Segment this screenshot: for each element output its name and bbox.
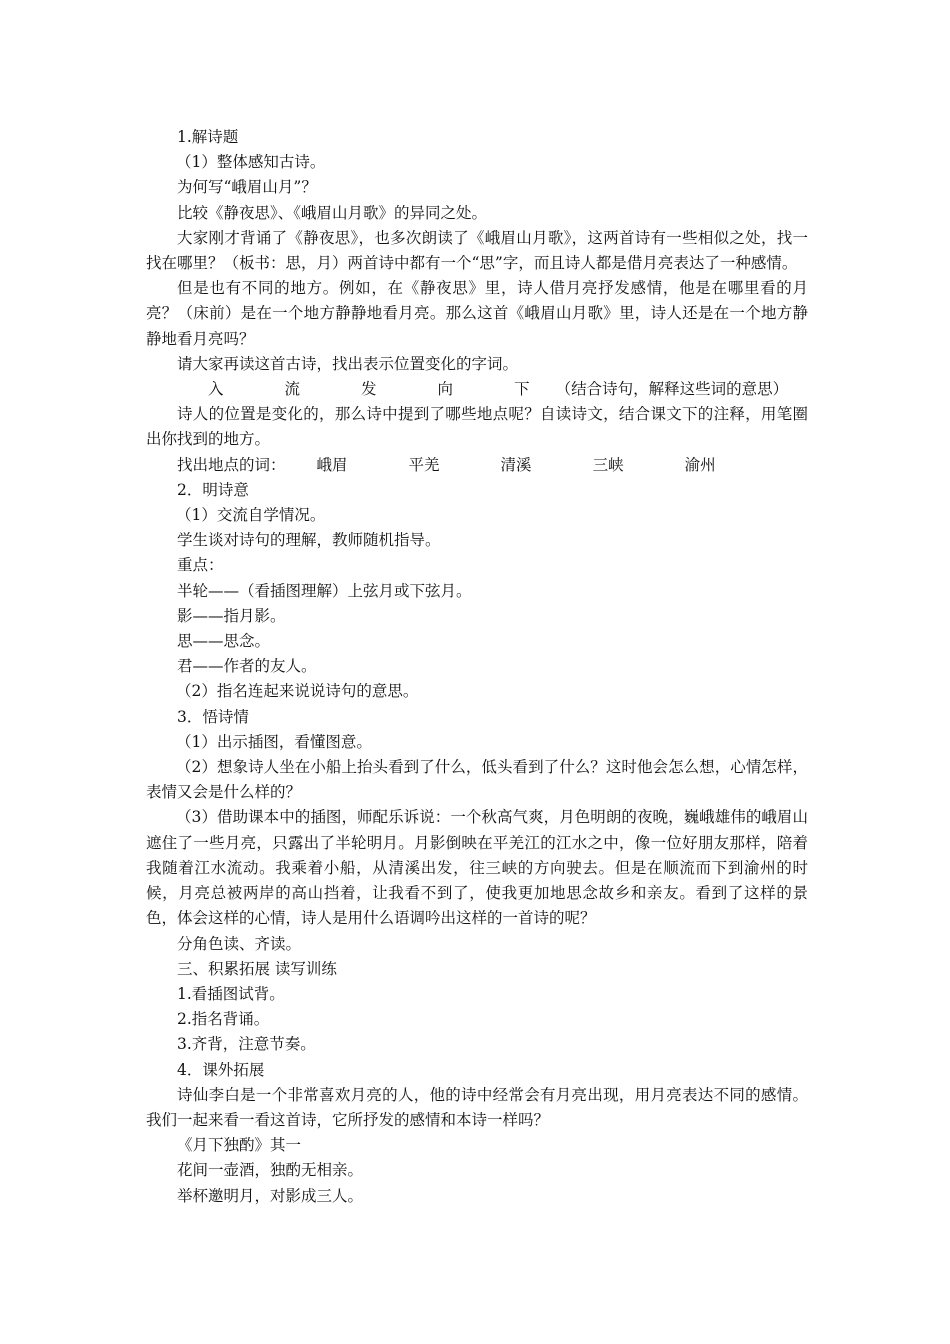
section-heading: 4．课外拓展 bbox=[177, 1060, 265, 1079]
list-item: 2.指名背诵。 bbox=[177, 1010, 270, 1029]
paragraph: 诗仙李白是一个非常喜欢月亮的人，他的诗中经常会有月亮出现，用月亮表达不同的感情。我们一起来看一看这首诗，它所抒发的感情和本诗一样吗？ bbox=[146, 1085, 808, 1129]
position-word: 入 bbox=[208, 380, 224, 399]
paragraph: 半轮——（看插图理解）上弦月或下弦月。 bbox=[177, 581, 472, 600]
poem-line: 举杯邀明月，对影成三人。 bbox=[177, 1186, 364, 1205]
place-word: 三峡 bbox=[592, 455, 624, 474]
sub-heading: （2）指名连起来说说诗句的意思。 bbox=[176, 682, 419, 701]
paragraph: （3）借助课本中的插图，师配乐诉说：一个秋高气爽，月色明朗的夜晚，巍峨雄伟的峨眉山遮住了一些月亮，只露出了半轮明月。月影倒映在平羌江的江水之中，像一位好朋友那样，陪着我随着江水流动。我乘着小船，从清溪出发，往三峡的方向驶去。但是在顺流而下到渝州的时候，月亮总被两岸的高山挡着，让我看不到了，使我更加地思念故乡和亲友。看到了这样的景色，体会这样的心情，诗人是用什么语调吟出这样的一首诗的呢？ bbox=[146, 808, 808, 928]
paragraph: 大家刚才背诵了《静夜思》，也多次朗读了《峨眉山月歌》，这两首诗有一些相似之处，找一找在哪里？（板书：思，月）两首诗中都有一个“思”字，而且诗人都是借月亮表达了一种感情。 bbox=[146, 228, 808, 273]
paragraph: 君——作者的友人。 bbox=[177, 657, 317, 676]
section-heading: 3．悟诗情 bbox=[177, 707, 249, 726]
document-body bbox=[146, 125, 808, 1209]
paragraph: 分角色读、齐读。 bbox=[177, 934, 302, 953]
sub-heading: （1）交流自学情况。 bbox=[176, 506, 326, 525]
paragraph: （2）想象诗人坐在小船上抬头看到了什么，低头看到了什么？这时他会怎么想，心情怎样，表情又会是什么样的？ bbox=[146, 758, 808, 802]
position-word: 向 bbox=[437, 380, 454, 399]
list-item: 1.看插图试背。 bbox=[177, 984, 285, 1003]
paragraph: 请大家再读这首古诗，找出表示位置变化的字词。 bbox=[177, 354, 519, 373]
list-item: 3.齐背，注意节奏。 bbox=[177, 1035, 316, 1054]
sub-heading: （1）整体感知古诗。 bbox=[176, 153, 326, 172]
position-words-note: （结合诗句，解释这些词的意思） bbox=[555, 380, 789, 399]
poem-title: 《月下独酌》其一 bbox=[177, 1136, 302, 1155]
sub-heading: （1）出示插图，看懂图意。 bbox=[176, 732, 372, 751]
position-word: 下 bbox=[514, 380, 530, 399]
paragraph: 学生谈对诗句的理解，教师随机指导。 bbox=[177, 531, 441, 550]
position-word: 发 bbox=[361, 380, 377, 399]
position-word: 流 bbox=[284, 380, 301, 399]
place-word: 峨眉 bbox=[316, 455, 348, 474]
paragraph: 为何写“峨眉山月”？ bbox=[177, 178, 317, 197]
section-heading: 三、积累拓展 读写训练 bbox=[177, 959, 337, 978]
paragraph: 思——思念。 bbox=[177, 632, 271, 651]
place-words-label: 找出地点的词： bbox=[177, 455, 286, 474]
place-word: 平羌 bbox=[408, 455, 440, 474]
paragraph: 诗人的位置是变化的，那么诗中提到了哪些地点呢？自读诗文，结合课文下的注释，用笔圈出你找到的地方。 bbox=[146, 405, 808, 449]
paragraph: 影——指月影。 bbox=[177, 606, 286, 625]
place-words-line bbox=[146, 453, 808, 478]
section-heading: 2．明诗意 bbox=[177, 480, 249, 499]
paragraph: 重点： bbox=[177, 556, 224, 575]
position-words-line bbox=[146, 377, 808, 402]
paragraph: 但是也有不同的地方。例如，在《静夜思》里，诗人借月亮抒发感情，他是在哪里看的月亮？（床前）是在一个地方静静地看月亮。那么这首《峨眉山月歌》里，诗人还是在一个地方静静地看月亮吗？ bbox=[146, 279, 808, 348]
place-word: 渝州 bbox=[684, 455, 716, 474]
section-heading: 1.解诗题 bbox=[177, 128, 239, 146]
poem-line: 花间一壶酒，独酌无相亲。 bbox=[177, 1161, 364, 1180]
place-word: 清溪 bbox=[500, 455, 532, 474]
paragraph: 比较《静夜思》、《峨眉山月歌》的异同之处。 bbox=[177, 203, 488, 222]
